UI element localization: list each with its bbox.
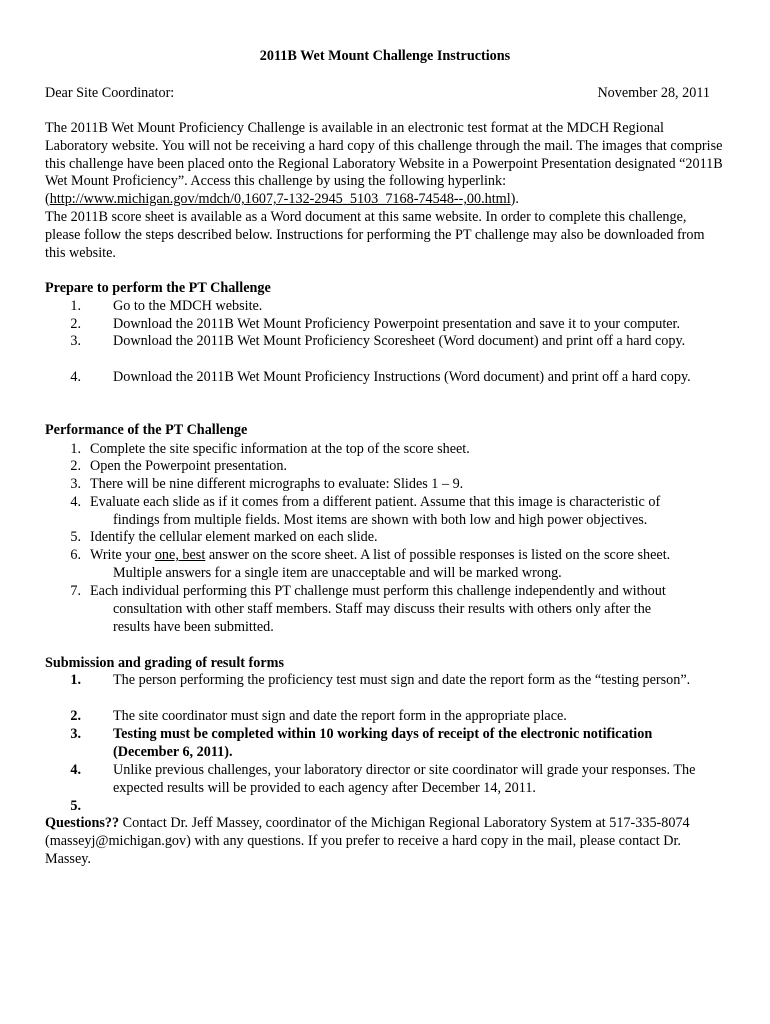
- list-number: 4.: [70, 494, 81, 510]
- list-text: consultation with other staff members. Staff may discuss their results with others only after the: [113, 601, 652, 617]
- list-text: Complete the site specific information at the top of the score sheet.: [90, 441, 470, 457]
- list-number: 2.: [70, 708, 81, 724]
- questions-text: Contact Dr. Jeff Massey, coordinator of the Michigan Regional Laboratory System at 517-335-8074 (masseyj@michigan.gov) with any questions. If you prefer to receive a hard copy in the mail, please contact Dr. Massey.: [45, 815, 690, 867]
- list-text: Go to the MDCH website.: [113, 298, 263, 314]
- list-text: The site coordinator must sign and date the report form in the appropriate place.: [113, 708, 567, 724]
- intro-second-text: The 2011B score sheet is available as a Word document at this same website. In order to complete this challenge, please follow the steps described below. Instructions for performing the PT challenge may also be downloaded from this website.: [45, 208, 705, 261]
- underlined-text: one, best: [154, 547, 206, 563]
- list-text: Each individual performing this PT challenge must perform this challenge independently and without: [90, 583, 666, 599]
- list-number: 4.: [70, 369, 81, 385]
- list-text: The person performing the proficiency test must sign and date the report form as the “testing person”.: [113, 672, 691, 688]
- list-text: Evaluate each slide as if it comes from a different patient. Assume that this image is characteristic of: [90, 494, 661, 510]
- mdch-hyperlink[interactable]: http://www.michigan.gov/mdch/0,1607,7-132-2945_5103_7168-74548--,00.html: [49, 191, 511, 208]
- list-number: 3.: [70, 333, 81, 349]
- questions-paragraph: [45, 815, 710, 868]
- list-text-part: Write your: [90, 547, 155, 563]
- intro-text-end: ).: [510, 191, 519, 208]
- list-text-part: answer on the score sheet. A list of possible responses is listed on the score sheet.: [205, 547, 671, 563]
- intro-paragraph: [45, 120, 725, 262]
- performance-heading: Performance of the PT Challenge: [45, 422, 248, 438]
- prepare-heading: Prepare to perform the PT Challenge: [45, 280, 271, 296]
- list-number: 5.: [70, 798, 81, 814]
- list-text: results have been submitted.: [113, 619, 274, 635]
- list-text: Open the Powerpoint presentation.: [90, 458, 288, 474]
- list-text: Unlike previous challenges, your laboratory director or site coordinator will grade your responses. The expected results will be provided to each agency after December 14, 2011.: [113, 762, 696, 796]
- list-number: 6.: [70, 547, 81, 563]
- list-number: 5.: [70, 529, 81, 545]
- submission-heading: Submission and grading of result forms: [45, 655, 284, 671]
- letter-date: November 28, 2011: [597, 85, 710, 101]
- salutation: Dear Site Coordinator:: [45, 85, 175, 101]
- list-text: Multiple answers for a single item are unacceptable and will be marked wrong.: [113, 565, 562, 581]
- list-text: [90, 547, 740, 565]
- intro-text: The 2011B Wet Mount Proficiency Challenge is available in an electronic test format at the MDCH Regional Laboratory website. You will not be receiving a hard copy of this challenge through the mail. The images that comprise this challenge have been placed onto the Regional Laboratory Website in a Powerpoint Presentation designated “2011B Wet Mount Proficiency”. Access this challenge by using the following hyperlink: (: [45, 120, 723, 208]
- list-number: 1.: [70, 298, 81, 314]
- list-number: 1.: [70, 672, 81, 688]
- list-text: Download the 2011B Wet Mount Proficiency Instructions (Word document) and print off a hard copy.: [113, 369, 691, 385]
- list-text: Download the 2011B Wet Mount Proficiency Powerpoint presentation and save it to your computer.: [113, 316, 681, 332]
- list-number: 2.: [70, 316, 81, 332]
- list-number: 1.: [70, 441, 81, 457]
- list-text: Download the 2011B Wet Mount Proficiency Scoresheet (Word document) and print off a hard copy.: [113, 333, 686, 349]
- page-title: 2011B Wet Mount Challenge Instructions: [259, 48, 511, 64]
- list-number: 4.: [70, 762, 81, 778]
- questions-label: Questions??: [45, 815, 120, 831]
- list-number: 2.: [70, 458, 81, 474]
- list-number: 3.: [70, 476, 81, 492]
- list-text: Identify the cellular element marked on each slide.: [90, 529, 378, 545]
- list-text: findings from multiple fields. Most items are shown with both low and high power objectives.: [113, 512, 648, 528]
- list-number: 7.: [70, 583, 81, 599]
- list-text: Testing must be completed within 10 working days of receipt of the electronic notification (December 6, 2011).: [113, 726, 653, 760]
- list-number: 3.: [70, 726, 81, 742]
- list-text: There will be nine different micrographs to evaluate: Slides 1 – 9.: [90, 476, 464, 492]
